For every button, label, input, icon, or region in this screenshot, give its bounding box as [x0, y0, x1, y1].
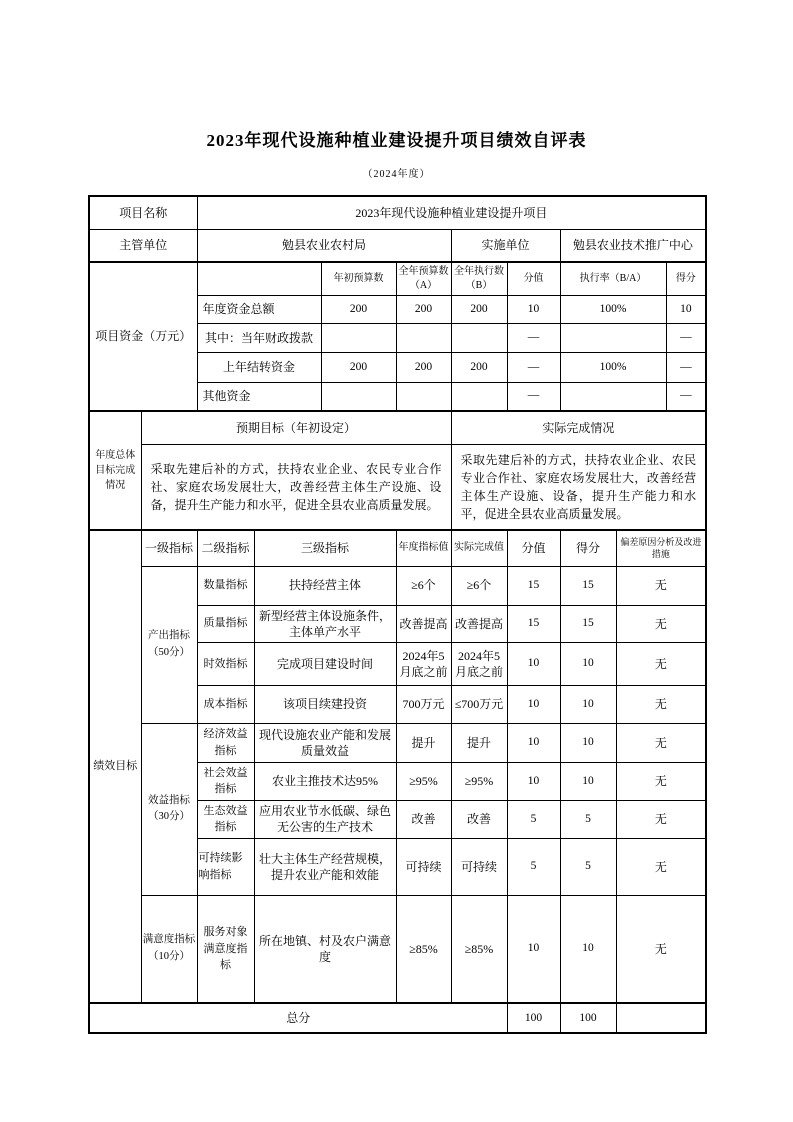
funds-header-annual-budget: 全年预算数（A） — [396, 262, 451, 296]
indicator-level3: 现代设施农业产能和发展质量效益 — [254, 723, 396, 762]
fund-earned-value: — — [666, 383, 706, 411]
indicator-earned: 10 — [560, 762, 616, 800]
fund-execution-value — [451, 324, 507, 353]
indicator-deviation: 无 — [616, 605, 706, 642]
indicator-earned: 10 — [560, 642, 616, 685]
funds-header-row — [89, 262, 706, 296]
fund-row-label: 上年结转资金 — [197, 353, 321, 383]
expected-goal-header: 预期目标（年初设定） — [141, 411, 451, 445]
fund-rate-value: 100% — [560, 296, 666, 324]
units-row — [89, 229, 706, 262]
annual-goal-header-row — [89, 411, 706, 445]
funds-header-score: 分值 — [507, 262, 560, 296]
document-title: 2023年现代设施种植业建设提升项目绩效自评表 — [206, 131, 587, 150]
indicator-earned: 5 — [560, 838, 616, 895]
fund-row-label: 年度资金总额 — [197, 296, 321, 324]
fund-budget-value — [396, 324, 451, 353]
fund-initial-value — [321, 383, 396, 411]
header-deviation: 偏差原因分析及改进措施 — [616, 530, 706, 566]
indicator-actual: ≥95% — [451, 762, 507, 800]
self-evaluation-table — [88, 195, 707, 1034]
actual-completion-header: 实际完成情况 — [451, 411, 706, 445]
funds-section-label: 项目资金（万元） — [89, 262, 197, 411]
project-name-row — [89, 196, 706, 229]
supervisor-value: 勉县农业农村局 — [197, 229, 451, 262]
indicator-score: 10 — [507, 762, 560, 800]
indicator-target: ≥6个 — [396, 566, 451, 605]
expected-goal-text: 采取先建后补的方式，扶持农业企业、农民专业合作社、家庭农场发展壮大，改善经营主体生产设施、设备，提升生产能力和水平，促进全县农业高质量发展。 — [141, 445, 451, 531]
indicator-earned: 10 — [560, 685, 616, 723]
actual-completion-text: 采取先建后补的方式，扶持农业企业、农民专业合作社、家庭农场发展壮大，改善经营主体生产设施、设备，提升生产能力和水平，促进全县农业高质量发展。 — [451, 445, 706, 531]
funds-header-initial-budget: 年初预算数 — [321, 262, 396, 296]
indicator-score: 5 — [507, 838, 560, 895]
funds-header-annual-execution: 全年执行数（B） — [451, 262, 507, 296]
header-level2: 二级指标 — [197, 530, 254, 566]
indicator-level2: 可持续影响指标 — [197, 838, 254, 895]
fund-row-label: 其他资金 — [197, 383, 321, 411]
fund-budget-value: 200 — [396, 353, 451, 383]
fund-rate-value: 100% — [560, 353, 666, 383]
total-label: 总分 — [89, 1003, 507, 1033]
indicator-level2: 质量指标 — [197, 605, 254, 642]
indicator-actual: 改善 — [451, 800, 507, 838]
total-earned-value: 100 — [560, 1003, 616, 1033]
indicator-level3: 扶持经营主体 — [254, 566, 396, 605]
level1-benefit-label: 效益指标（30分） — [141, 723, 197, 895]
indicator-row — [89, 723, 706, 762]
indicator-earned: 15 — [560, 605, 616, 642]
indicator-earned: 10 — [560, 723, 616, 762]
indicator-score: 15 — [507, 605, 560, 642]
funds-header-blank-cell — [197, 262, 321, 296]
indicator-row — [89, 895, 706, 1003]
indicator-target: 改善 — [396, 800, 451, 838]
indicator-target: 可持续 — [396, 838, 451, 895]
indicator-deviation: 无 — [616, 642, 706, 685]
fund-initial-value: 200 — [321, 296, 396, 324]
indicator-actual: 提升 — [451, 723, 507, 762]
indicator-deviation: 无 — [616, 895, 706, 1003]
indicator-deviation: 无 — [616, 685, 706, 723]
indicator-deviation: 无 — [616, 762, 706, 800]
indicator-deviation: 无 — [616, 566, 706, 605]
fund-score-value: — — [507, 353, 560, 383]
fund-rate-value — [560, 324, 666, 353]
indicator-earned: 10 — [560, 895, 616, 1003]
fund-execution-value — [451, 383, 507, 411]
fund-score-value: 10 — [507, 296, 560, 324]
annual-goal-content-row — [89, 445, 706, 531]
indicator-level3: 完成项目建设时间 — [254, 642, 396, 685]
fund-earned-value: — — [666, 324, 706, 353]
indicator-level2: 数量指标 — [197, 566, 254, 605]
fund-execution-value: 200 — [451, 353, 507, 383]
performance-goal-section-label: 绩效目标 — [89, 530, 141, 1003]
project-name-value: 2023年现代设施种植业建设提升项目 — [197, 196, 706, 229]
indicator-target: 提升 — [396, 723, 451, 762]
level1-satisfaction-label: 满意度指标（10分） — [141, 895, 197, 1003]
fund-score-value: — — [507, 324, 560, 353]
indicator-score: 5 — [507, 800, 560, 838]
level1-output-label: 产出指标（50分） — [141, 566, 197, 723]
indicator-level3: 所在地镇、村及农户满意度 — [254, 895, 396, 1003]
total-deviation-blank-cell — [616, 1003, 706, 1033]
indicator-target: ≥95% — [396, 762, 451, 800]
indicator-level2: 服务对象满意度指标 — [197, 895, 254, 1003]
fund-budget-value — [396, 383, 451, 411]
indicator-level2: 生态效益指标 — [197, 800, 254, 838]
indicator-earned: 5 — [560, 800, 616, 838]
fund-budget-value: 200 — [396, 296, 451, 324]
project-name-label: 项目名称 — [89, 196, 197, 229]
indicator-earned: 15 — [560, 566, 616, 605]
indicator-level3: 农业主推技术达95% — [254, 762, 396, 800]
header-level1: 一级指标 — [141, 530, 197, 566]
indicator-target: 700万元 — [396, 685, 451, 723]
indicator-level2: 经济效益指标 — [197, 723, 254, 762]
header-target-value: 年度指标值 — [396, 530, 451, 566]
indicator-level2: 时效指标 — [197, 642, 254, 685]
indicator-actual: 2024年5月底之前 — [451, 642, 507, 685]
header-actual-value: 实际完成值 — [451, 530, 507, 566]
indicator-actual: ≤700万元 — [451, 685, 507, 723]
indicator-level3: 应用农业节水低碳、绿色无公害的生产技术 — [254, 800, 396, 838]
fund-score-value: — — [507, 383, 560, 411]
funds-header-earned: 得分 — [666, 262, 706, 296]
fund-earned-value: 10 — [666, 296, 706, 324]
indicator-actual: ≥85% — [451, 895, 507, 1003]
indicator-level2: 社会效益指标 — [197, 762, 254, 800]
indicator-deviation: 无 — [616, 723, 706, 762]
indicator-score: 10 — [507, 895, 560, 1003]
indicator-level2: 成本指标 — [197, 685, 254, 723]
indicators-header-row — [89, 530, 706, 566]
header-earned: 得分 — [560, 530, 616, 566]
fund-initial-value: 200 — [321, 353, 396, 383]
document-subtitle: （2024年度） — [362, 169, 431, 180]
fund-initial-value — [321, 324, 396, 353]
indicator-level3: 壮大主体生产经营规模，提升农业产能和效能 — [254, 838, 396, 895]
funds-header-execution-rate: 执行率（B/A） — [560, 262, 666, 296]
indicator-level3: 该项目续建投资 — [254, 685, 396, 723]
indicator-row — [89, 566, 706, 605]
indicator-actual: ≥6个 — [451, 566, 507, 605]
annual-goal-section-label: 年度总体目标完成情况 — [89, 411, 141, 531]
indicator-target: 2024年5月底之前 — [396, 642, 451, 685]
total-score-value: 100 — [507, 1003, 560, 1033]
implementer-value: 勉县农业技术推广中心 — [560, 229, 706, 262]
supervisor-label: 主管单位 — [89, 229, 197, 262]
fund-rate-value — [560, 383, 666, 411]
fund-row-label: 其中：当年财政拨款 — [197, 324, 321, 353]
implementer-label: 实施单位 — [451, 229, 560, 262]
indicator-deviation: 无 — [616, 838, 706, 895]
header-level3: 三级指标 — [254, 530, 396, 566]
indicator-target: ≥85% — [396, 895, 451, 1003]
indicator-level3: 新型经营主体设施条件，主体单产水平 — [254, 605, 396, 642]
indicator-actual: 可持续 — [451, 838, 507, 895]
header-score: 分值 — [507, 530, 560, 566]
indicator-score: 10 — [507, 723, 560, 762]
indicator-score: 10 — [507, 642, 560, 685]
indicator-deviation: 无 — [616, 800, 706, 838]
indicator-score: 15 — [507, 566, 560, 605]
indicator-score: 10 — [507, 685, 560, 723]
indicator-target: 改善提高 — [396, 605, 451, 642]
fund-earned-value: — — [666, 353, 706, 383]
indicator-actual: 改善提高 — [451, 605, 507, 642]
fund-execution-value: 200 — [451, 296, 507, 324]
total-row — [89, 1003, 706, 1033]
